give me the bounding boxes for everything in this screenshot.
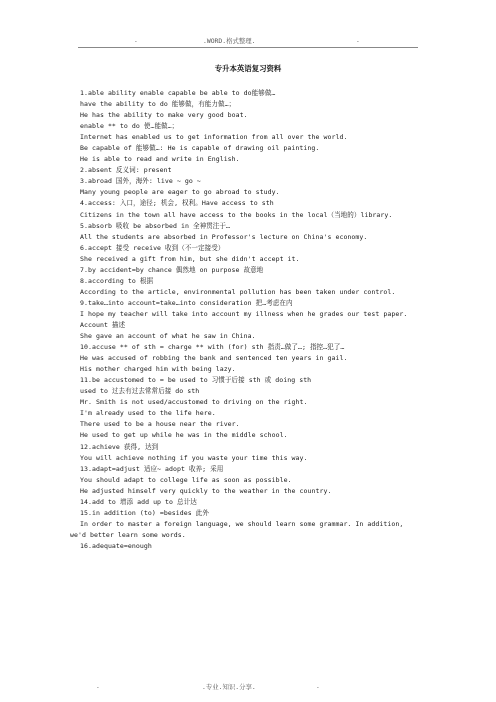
header-right-dot: . xyxy=(356,36,360,44)
text-line: You should adapt to college life as soon as possible. xyxy=(80,475,292,484)
text-line: 11.be accustomed to = be used to 习惯于后接 sth 或 doing sth xyxy=(80,376,312,385)
footer-right-dot: . xyxy=(316,682,320,690)
text-line: You will achieve nothing if you waste your time this way. xyxy=(80,453,308,462)
text-line: He was accused of robbing the bank and sentenced ten years in gail. xyxy=(80,354,348,363)
text-line: There used to be a house near the river. xyxy=(80,420,240,429)
text-line: He has the ability to make very good boat. xyxy=(80,111,248,120)
text-line: Mr. Smith is not used/accustomed to driving on the right. xyxy=(80,398,308,407)
text-line: She received a gift from him, but she didn't accept it. xyxy=(80,254,300,263)
text-line: used to 过去有过去常常后接 do sth xyxy=(80,387,200,396)
text-line: 2.absent 反义词: present xyxy=(80,166,172,175)
text-line: 7.by accident=by chance 偶然地 on purpose 故意地 xyxy=(80,265,264,274)
footer-left-dot: . xyxy=(96,682,100,690)
text-line: enable ** to do 使…能做…； xyxy=(80,122,179,131)
header-center-text: .WORD.格式整理. xyxy=(203,37,256,45)
text-line: have the ability to do 能够做，有能力做…； xyxy=(80,100,236,109)
text-line: Account 描述 xyxy=(80,320,126,329)
text-line: 6.accept 接受 receive 收到（不一定接受） xyxy=(80,243,225,252)
text-line: Internet has enabled us to get information from all over the world. xyxy=(80,133,348,142)
text-line: Be capable of 能够做…: He is capable of drawing oil painting. xyxy=(80,144,320,153)
text-line: All the students are absorbed in Professor's lecture on China's economy. xyxy=(80,232,368,241)
text-line: 10.accuse ** of sth = charge ** with (for) sth 指责…做了…; 指控…犯了… xyxy=(80,343,345,352)
text-line: 15.in addition (to) =besides 此外 xyxy=(80,508,209,517)
text-line: He used to get up while he was in the middle school. xyxy=(80,431,288,440)
text-line: 14.add to 增添 add up to 总计达 xyxy=(80,497,197,506)
document-body xyxy=(70,88,424,552)
text-line: He is able to read and write in English. xyxy=(80,155,240,164)
text-line: 9.take…into account=take…into consideration 把…考虑在内 xyxy=(80,298,293,307)
text-line: In order to master a foreign language, we should learn some grammar. In addition, xyxy=(80,519,404,528)
text-line: She gave an account of what he saw in China. xyxy=(80,332,256,341)
page-footer xyxy=(0,682,496,694)
text-line: 16.adequate=enough xyxy=(80,541,152,550)
text-line: 12.achieve 获得, 达到 xyxy=(80,442,159,451)
text-line: His mother charged him with being lazy. xyxy=(80,365,236,374)
text-line: we'd better learn some words. xyxy=(70,530,186,539)
text-line: 5.absorb 吸收 be absorbed in 全神贯注于… xyxy=(80,221,230,230)
header-divider xyxy=(78,47,418,48)
footer-center-text: .专业.知识.分享. xyxy=(202,683,256,691)
document-title: 专升本英语复习资料 xyxy=(214,64,282,73)
text-line: According to the article, environmental pollution has been taken under control. xyxy=(80,287,396,296)
text-line: 13.adapt=adjust 适应~ adopt 收养; 采用 xyxy=(80,464,224,473)
text-line: He adjusted himself very quickly to the weather in the country. xyxy=(80,486,332,495)
text-line: I hope my teacher will take into account my illness when he grades our test paper. xyxy=(80,309,408,318)
text-line: 4.access: 入口，途径; 机会, 权利。Have access to sth xyxy=(80,199,274,208)
text-line: 1.able ability enable capable be able to do能够做… xyxy=(80,89,276,97)
text-line: Citizens in the town all have access to the books in the local（当地的）library. xyxy=(80,210,393,219)
text-line: Many young people are eager to go abroad to study. xyxy=(80,188,280,197)
text-line: I'm already used to the life here. xyxy=(80,409,216,418)
text-line: 3.abroad 国外，海外: live ~ go ~ xyxy=(80,177,201,186)
header-left-dot: . xyxy=(134,36,138,44)
text-line: 8.according to 根据 xyxy=(80,276,154,285)
